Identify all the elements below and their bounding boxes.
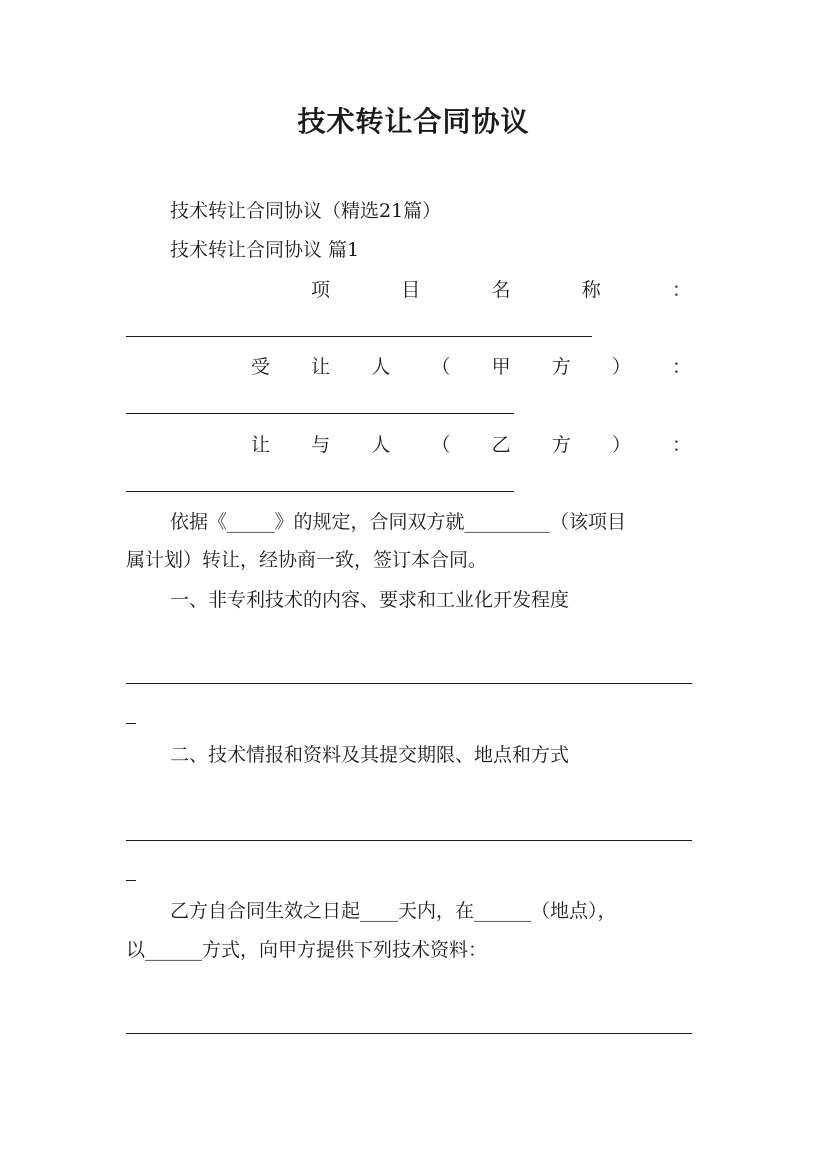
label-char: （	[431, 356, 451, 378]
label-char: ：	[671, 434, 691, 456]
label-char: ）	[611, 356, 631, 378]
label-char: 称	[581, 279, 601, 301]
delivery-line-2: 以______方式，向甲方提供下列技术资料：	[126, 939, 488, 961]
label-char: 与	[311, 434, 331, 456]
label-char: 甲	[491, 356, 511, 378]
label-char: 让	[311, 356, 331, 378]
section-heading: 技术转让合同协议 篇1	[170, 239, 360, 261]
label-char: 受	[251, 356, 271, 378]
clause-2-blank-line	[126, 840, 692, 841]
label-char: 人	[371, 434, 391, 456]
label-char: 人	[371, 356, 391, 378]
basis-line-2: 属计划）转让，经协商一致，签订本合同。	[126, 549, 488, 571]
label-char: 方	[551, 356, 571, 378]
clause-1-blank-line	[126, 683, 692, 684]
transferee-blank-line	[126, 413, 514, 414]
label-char: （	[431, 434, 451, 456]
delivery-blank-line	[126, 1033, 692, 1034]
label-char: ：	[671, 279, 691, 301]
document-title: 技术转让合同协议	[297, 105, 530, 138]
label-char: 方	[551, 434, 571, 456]
label-char: 让	[251, 434, 271, 456]
label-char: ）	[611, 434, 631, 456]
delivery-line-1: 乙方自合同生效之日起____天内，在______（地点），	[170, 900, 617, 922]
project-name-label	[311, 278, 691, 302]
project-name-blank-line	[126, 336, 592, 337]
document-subtitle: 技术转让合同协议（精选21篇）	[170, 200, 442, 222]
clause-1-heading: 一、非专利技术的内容、要求和工业化开发程度	[170, 589, 570, 611]
label-char: ：	[671, 356, 691, 378]
transferee-label	[251, 355, 691, 379]
transferor-label	[251, 433, 691, 457]
clause-2-heading: 二、技术情报和资料及其提交期限、地点和方式	[170, 744, 570, 766]
label-char: 目	[401, 279, 421, 301]
label-char: 乙	[491, 434, 511, 456]
transferor-blank-line	[126, 491, 514, 492]
basis-line-1: 依据《_____》的规定，合同双方就_________（该项目	[170, 511, 627, 533]
label-char: 名	[491, 279, 511, 301]
clause-1-blank-line-tail	[126, 723, 136, 724]
clause-2-blank-line-tail	[126, 880, 136, 881]
label-char: 项	[311, 279, 331, 301]
